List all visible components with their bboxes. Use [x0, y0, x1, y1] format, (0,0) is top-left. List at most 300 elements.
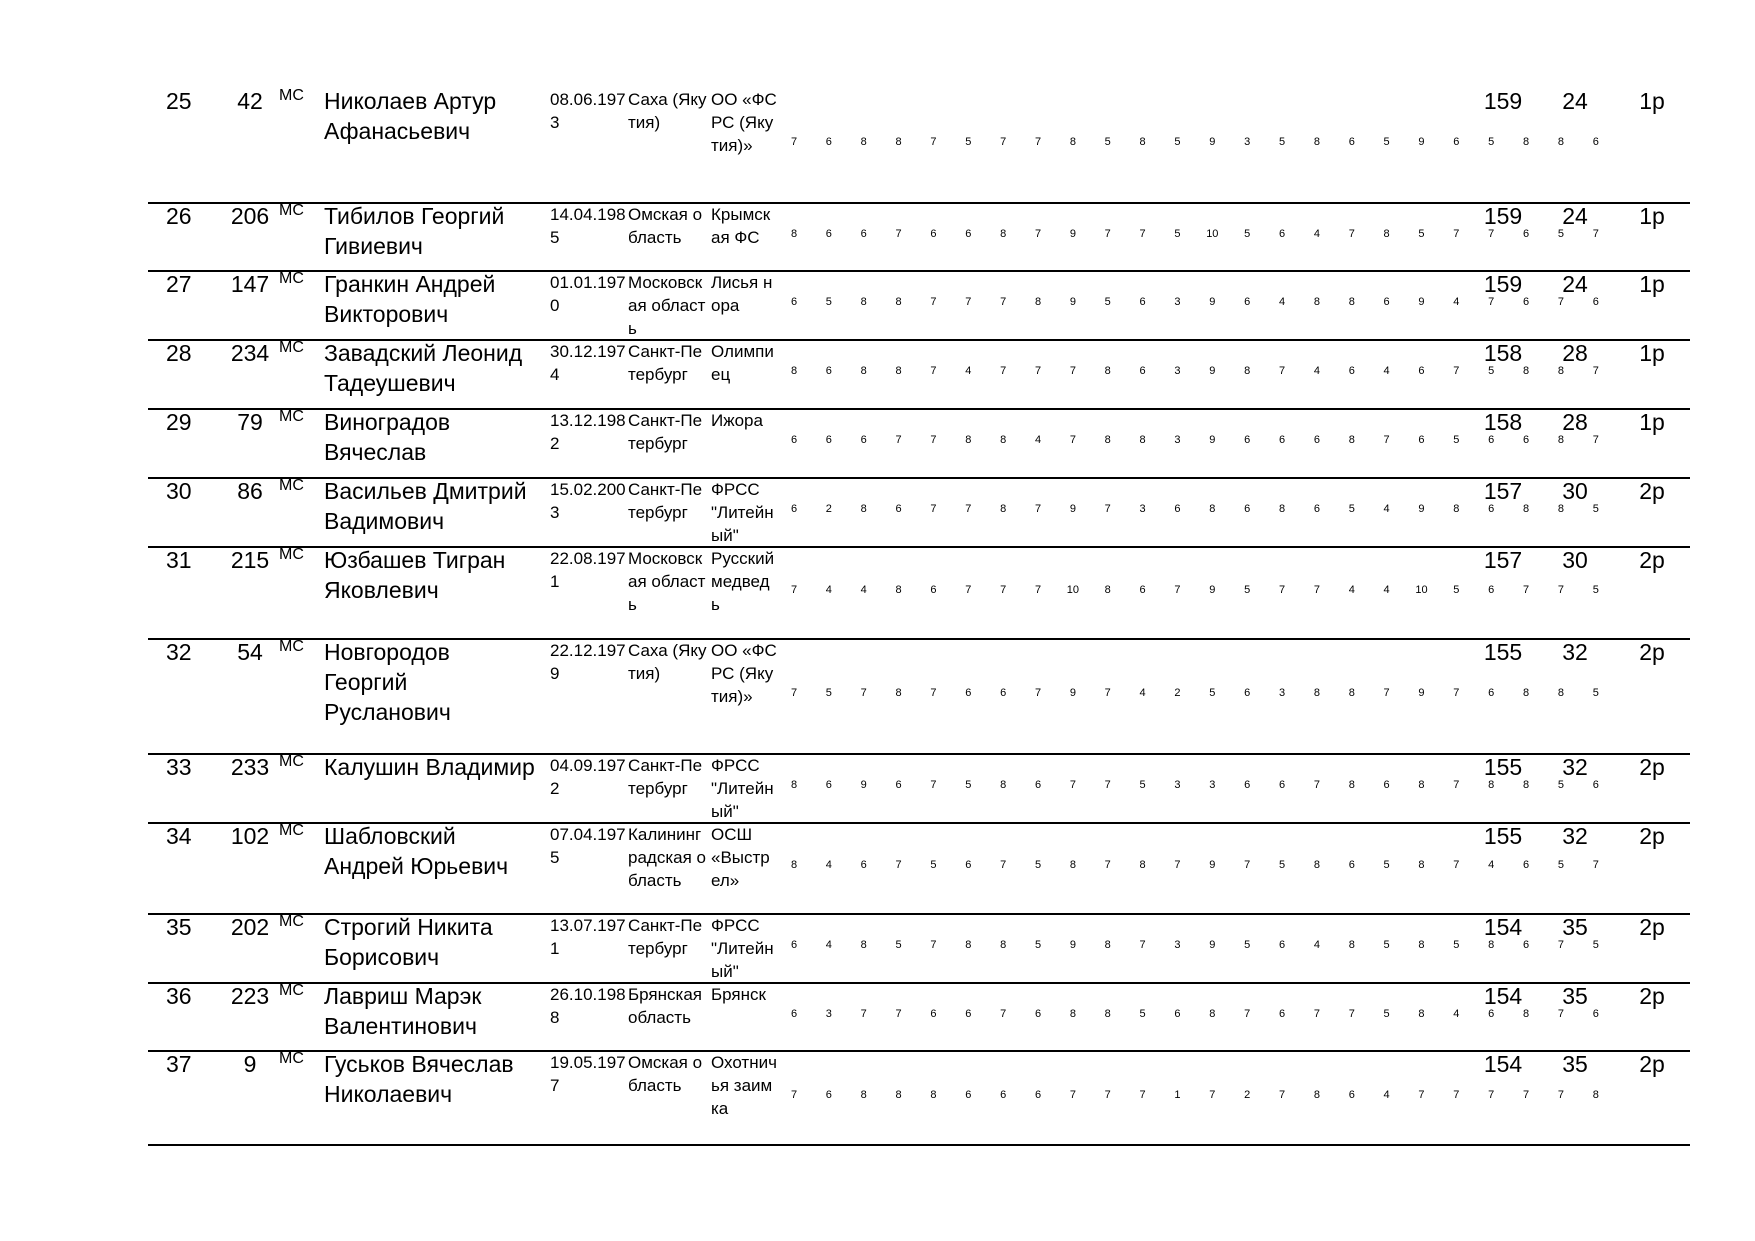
series-score: 8 [1348, 687, 1355, 699]
series-score: 7 [790, 584, 798, 596]
bib-number: 147 [230, 271, 270, 297]
series-score: 7 [1592, 434, 1599, 446]
series-score: 8 [1418, 779, 1425, 791]
series-score: 8 [1104, 1008, 1111, 1020]
series-scores [784, 136, 1606, 148]
series-score: 4 [1034, 434, 1042, 446]
athlete-name: Калушин Владимир [324, 754, 535, 780]
series-score: 8 [1244, 365, 1251, 377]
sport-rank: МС [279, 546, 304, 563]
series-score: 6 [1453, 136, 1460, 148]
series-score: 6 [825, 136, 832, 148]
series-score: 6 [965, 687, 972, 699]
final-place: 24 [1562, 203, 1588, 229]
series-score: 8 [790, 365, 798, 377]
series-score: 7 [1209, 1089, 1216, 1101]
place-number: 29 [166, 409, 192, 435]
series-score: 5 [1557, 228, 1564, 240]
series-score: 7 [1453, 365, 1460, 377]
series-score: 5 [930, 859, 937, 871]
bib-number: 86 [237, 478, 263, 504]
series-score: 9 [1209, 584, 1216, 596]
series-score: 7 [895, 228, 902, 240]
series-score: 7 [1278, 365, 1286, 377]
total-score: 158 [1483, 340, 1523, 366]
series-score: 6 [825, 434, 832, 446]
club: ФРСС "Литейный" [711, 480, 774, 545]
place-number: 27 [166, 271, 192, 297]
series-score: 6 [1488, 1008, 1495, 1020]
series-score: 7 [1592, 228, 1599, 240]
club: Охотничья заимка [711, 1053, 777, 1118]
series-score: 3 [1174, 296, 1181, 308]
series-score: 6 [1034, 1008, 1042, 1020]
series-score: 8 [1104, 434, 1111, 446]
final-place: 28 [1562, 340, 1588, 366]
series-score: 6 [965, 228, 972, 240]
series-score: 6 [1000, 1089, 1007, 1101]
series-score: 4 [965, 365, 972, 377]
series-score: 8 [1034, 296, 1042, 308]
athlete-name: Тибилов Георгий Гивиевич [324, 203, 505, 259]
series-score: 8 [1000, 939, 1007, 951]
series-score: 9 [1418, 136, 1425, 148]
club: Лисья нора [711, 273, 773, 315]
series-score: 6 [1139, 584, 1146, 596]
series-score: 5 [1174, 136, 1181, 148]
series-score: 5 [1592, 939, 1599, 951]
series-score: 8 [1557, 687, 1564, 699]
series-score: 6 [1000, 687, 1007, 699]
bib-number: 102 [230, 823, 270, 849]
series-score: 6 [1244, 687, 1251, 699]
series-score: 2 [1244, 1089, 1251, 1101]
place-number: 26 [166, 203, 192, 229]
final-place: 35 [1562, 1051, 1588, 1077]
series-score: 9 [1069, 939, 1076, 951]
series-score: 7 [930, 136, 937, 148]
series-score: 7 [965, 296, 972, 308]
series-score: 5 [895, 939, 902, 951]
total-score: 154 [1483, 914, 1523, 940]
series-score: 3 [1139, 503, 1146, 515]
bib-number: 223 [230, 983, 270, 1009]
total-score: 155 [1483, 754, 1523, 780]
athlete-name: Гуськов Вячеслав Николаевич [324, 1051, 514, 1107]
series-score: 5 [1453, 434, 1460, 446]
series-score: 8 [965, 939, 972, 951]
series-score: 8 [1488, 939, 1495, 951]
category: 2р [1639, 823, 1665, 849]
final-place: 30 [1562, 478, 1588, 504]
series-score: 6 [930, 584, 937, 596]
sport-rank: МС [279, 87, 304, 104]
series-score: 7 [930, 296, 937, 308]
sport-rank: МС [279, 913, 304, 930]
bib-number: 215 [230, 547, 270, 573]
total-score: 159 [1483, 203, 1523, 229]
series-score: 7 [1034, 228, 1042, 240]
athlete-name: Завадский Леонид Тадеушевич [324, 340, 523, 396]
series-score: 4 [1383, 503, 1390, 515]
series-score: 7 [1418, 1089, 1425, 1101]
series-score: 6 [790, 939, 798, 951]
place-number: 35 [166, 914, 192, 940]
club: ОСШ «Выстрел» [711, 825, 770, 890]
bib-number: 54 [237, 639, 263, 665]
sport-rank: МС [279, 477, 304, 494]
series-score: 6 [1522, 939, 1530, 951]
series-score: 4 [1139, 687, 1146, 699]
series-score: 7 [1453, 779, 1460, 791]
table-row [148, 983, 1690, 1052]
series-score: 7 [1174, 584, 1181, 596]
series-score: 6 [1278, 228, 1286, 240]
table-row [148, 639, 1690, 755]
category: 2р [1639, 914, 1665, 940]
series-score: 8 [1522, 365, 1530, 377]
series-scores [784, 859, 1606, 871]
series-score: 8 [895, 687, 902, 699]
series-score: 6 [895, 779, 902, 791]
series-score: 6 [1488, 503, 1495, 515]
birth-date: 15.02.2003 [550, 480, 626, 522]
series-scores [784, 1089, 1606, 1101]
series-score: 6 [1488, 584, 1495, 596]
place-number: 33 [166, 754, 192, 780]
series-score: 7 [1139, 1089, 1146, 1101]
series-score: 7 [1313, 584, 1320, 596]
series-score: 6 [1034, 779, 1042, 791]
series-score: 7 [860, 1008, 867, 1020]
series-score: 5 [1278, 136, 1286, 148]
series-score: 8 [1313, 859, 1320, 871]
series-score: 7 [790, 687, 798, 699]
final-place: 35 [1562, 914, 1588, 940]
series-score: 7 [1557, 1008, 1564, 1020]
series-score: 7 [790, 1089, 798, 1101]
series-score: 7 [1383, 434, 1390, 446]
series-score: 5 [965, 136, 972, 148]
category: 1р [1639, 271, 1665, 297]
series-score: 6 [1522, 434, 1530, 446]
series-score: 4 [1348, 584, 1355, 596]
series-score: 6 [930, 1008, 937, 1020]
total-score: 159 [1483, 271, 1523, 297]
table-row [148, 409, 1690, 479]
series-score: 5 [1209, 687, 1216, 699]
series-score: 8 [1313, 296, 1320, 308]
birth-date: 07.04.1975 [550, 825, 626, 867]
series-score: 5 [1244, 939, 1251, 951]
series-score: 9 [1418, 296, 1425, 308]
series-score: 7 [1000, 365, 1007, 377]
series-score: 9 [1209, 434, 1216, 446]
series-score: 8 [860, 939, 867, 951]
category: 1р [1639, 88, 1665, 114]
birth-date: 14.04.1985 [550, 205, 626, 247]
region: Санкт-Петербург [628, 480, 703, 522]
series-score: 6 [1244, 434, 1251, 446]
bib-number: 206 [230, 203, 270, 229]
series-score: 7 [1313, 779, 1320, 791]
series-score: 7 [1034, 365, 1042, 377]
series-score: 8 [1453, 503, 1460, 515]
series-score: 6 [930, 228, 937, 240]
series-score: 5 [1104, 296, 1111, 308]
series-score: 6 [1522, 228, 1530, 240]
series-score: 3 [1174, 434, 1181, 446]
series-score: 8 [1522, 1008, 1530, 1020]
series-score: 7 [1104, 503, 1111, 515]
series-score: 5 [1383, 939, 1390, 951]
series-score: 6 [1313, 503, 1320, 515]
series-score: 7 [1034, 584, 1042, 596]
table-row [148, 754, 1690, 824]
final-place: 32 [1562, 754, 1588, 780]
athlete-name: Виноградов Вячеслав [324, 409, 451, 465]
series-score: 8 [1418, 939, 1425, 951]
series-score: 3 [1174, 779, 1181, 791]
category: 1р [1639, 409, 1665, 435]
total-score: 155 [1483, 823, 1523, 849]
series-score: 7 [965, 503, 972, 515]
region: Московская область [628, 549, 706, 614]
series-score: 7 [1104, 228, 1111, 240]
series-score: 6 [1348, 365, 1355, 377]
series-score: 7 [1034, 687, 1042, 699]
series-score: 7 [1453, 859, 1460, 871]
series-score: 5 [1244, 228, 1251, 240]
series-score: 4 [1278, 296, 1286, 308]
region: Санкт-Петербург [628, 916, 703, 958]
series-score: 8 [1139, 434, 1146, 446]
table-row [148, 203, 1690, 272]
series-score: 6 [860, 859, 867, 871]
series-score: 7 [1104, 779, 1111, 791]
region: Омская область [628, 1053, 703, 1095]
place-number: 31 [166, 547, 192, 573]
table-row [148, 88, 1690, 204]
series-score: 7 [1104, 859, 1111, 871]
series-score: 4 [1383, 584, 1390, 596]
series-score: 6 [1313, 434, 1320, 446]
series-score: 6 [1174, 1008, 1181, 1020]
place-number: 28 [166, 340, 192, 366]
series-score: 4 [1313, 228, 1320, 240]
series-score: 4 [1453, 1008, 1460, 1020]
category: 2р [1639, 983, 1665, 1009]
series-score: 9 [860, 779, 867, 791]
series-score: 4 [1488, 859, 1495, 871]
series-score: 9 [1418, 687, 1425, 699]
series-score: 6 [1592, 136, 1599, 148]
athlete-name: Гранкин Андрей Викторович [324, 271, 496, 327]
series-score: 8 [1418, 859, 1425, 871]
series-score: 8 [965, 434, 972, 446]
bib-number: 233 [230, 754, 270, 780]
series-score: 8 [790, 228, 798, 240]
region: Санкт-Петербург [628, 342, 703, 384]
region: Саха (Якутия) [628, 641, 707, 683]
series-score: 7 [1000, 136, 1007, 148]
series-score: 3 [1244, 136, 1251, 148]
series-score: 5 [1139, 779, 1146, 791]
series-score: 8 [1522, 687, 1530, 699]
series-score: 9 [1209, 136, 1216, 148]
series-score: 7 [1557, 939, 1564, 951]
series-score: 9 [1418, 503, 1425, 515]
birth-date: 08.06.1973 [550, 90, 626, 132]
series-score: 9 [1209, 365, 1216, 377]
series-score: 6 [1383, 296, 1390, 308]
series-score: 4 [860, 584, 867, 596]
sport-rank: МС [279, 202, 304, 219]
series-score: 8 [1557, 503, 1564, 515]
sport-rank: МС [279, 270, 304, 287]
series-score: 5 [825, 687, 832, 699]
series-score: 5 [1034, 939, 1042, 951]
series-score: 7 [930, 779, 937, 791]
series-score: 8 [895, 136, 902, 148]
series-score: 7 [930, 687, 937, 699]
series-score: 4 [1313, 365, 1320, 377]
series-score: 6 [1348, 136, 1355, 148]
total-score: 154 [1483, 983, 1523, 1009]
birth-date: 26.10.1988 [550, 985, 626, 1027]
series-score: 7 [1174, 859, 1181, 871]
series-score: 8 [1278, 503, 1286, 515]
series-score: 7 [930, 365, 937, 377]
series-score: 7 [1557, 1089, 1564, 1101]
birth-date: 19.05.1977 [550, 1053, 626, 1095]
region: Московская область [628, 273, 706, 338]
series-score: 8 [1348, 779, 1355, 791]
series-score: 3 [1174, 939, 1181, 951]
place-number: 25 [166, 88, 192, 114]
category: 2р [1639, 547, 1665, 573]
athlete-name: Новгородов Георгий Русланович [324, 639, 451, 725]
series-score: 5 [1557, 779, 1564, 791]
series-score: 6 [790, 434, 798, 446]
series-score: 4 [1313, 939, 1320, 951]
series-score: 7 [1592, 365, 1599, 377]
series-score: 4 [1453, 296, 1460, 308]
birth-date: 04.09.1972 [550, 756, 626, 798]
category: 2р [1639, 754, 1665, 780]
series-score: 6 [825, 1089, 832, 1101]
series-score: 7 [1348, 1008, 1355, 1020]
bib-number: 234 [230, 340, 270, 366]
series-score: 8 [1313, 1089, 1320, 1101]
total-score: 154 [1483, 1051, 1523, 1077]
series-score: 6 [1522, 859, 1530, 871]
series-score: 3 [1209, 779, 1216, 791]
series-score: 7 [1069, 779, 1076, 791]
series-score: 8 [1557, 136, 1564, 148]
series-score: 6 [790, 1008, 798, 1020]
series-score: 6 [1244, 296, 1251, 308]
series-score: 2 [1174, 687, 1181, 699]
series-score: 5 [1139, 1008, 1146, 1020]
club: ФРСС "Литейный" [711, 916, 774, 981]
series-score: 7 [1453, 687, 1460, 699]
total-score: 159 [1483, 88, 1523, 114]
series-score: 10 [1415, 584, 1428, 596]
series-score: 6 [965, 859, 972, 871]
athlete-name: Строгий Никита Борисович [324, 914, 493, 970]
series-score: 9 [1209, 296, 1216, 308]
final-place: 24 [1562, 271, 1588, 297]
series-score: 7 [930, 503, 937, 515]
series-score: 7 [1278, 1089, 1286, 1101]
series-score: 6 [965, 1008, 972, 1020]
series-score: 6 [1139, 365, 1146, 377]
series-score: 7 [1453, 1089, 1460, 1101]
series-score: 8 [1104, 365, 1111, 377]
series-score: 8 [1104, 584, 1111, 596]
series-score: 8 [860, 136, 867, 148]
series-score: 7 [1104, 687, 1111, 699]
series-score: 8 [1000, 503, 1007, 515]
sport-rank: МС [279, 982, 304, 999]
series-score: 7 [1522, 584, 1530, 596]
region: Брянская область [628, 985, 702, 1027]
series-score: 6 [1348, 1089, 1355, 1101]
total-score: 157 [1483, 547, 1523, 573]
series-score: 6 [1592, 1008, 1599, 1020]
series-score: 7 [1034, 503, 1042, 515]
series-score: 5 [1488, 136, 1495, 148]
series-score: 8 [1348, 296, 1355, 308]
series-score: 8 [860, 296, 867, 308]
series-score: 7 [860, 687, 867, 699]
series-score: 8 [1522, 779, 1530, 791]
series-score: 8 [895, 584, 902, 596]
series-score: 6 [1522, 296, 1530, 308]
series-score: 6 [1244, 503, 1251, 515]
series-score: 6 [1278, 939, 1286, 951]
final-place: 35 [1562, 983, 1588, 1009]
total-score: 157 [1483, 478, 1523, 504]
series-score: 6 [825, 228, 832, 240]
series-score: 7 [1453, 228, 1460, 240]
series-score: 6 [1174, 503, 1181, 515]
table-row [148, 1051, 1690, 1146]
category: 2р [1639, 478, 1665, 504]
series-score: 7 [1278, 584, 1286, 596]
series-score: 8 [860, 365, 867, 377]
series-score: 7 [1488, 228, 1495, 240]
series-score: 7 [1488, 296, 1495, 308]
series-score: 7 [1557, 296, 1564, 308]
series-score: 6 [965, 1089, 972, 1101]
athlete-name: Юзбашев Тигран Яковлевич [324, 547, 506, 603]
series-score: 3 [825, 1008, 832, 1020]
series-score: 9 [1209, 859, 1216, 871]
athlete-name: Шабловский Андрей Юрьевич [324, 823, 509, 879]
sport-rank: МС [279, 408, 304, 425]
series-score: 6 [860, 228, 867, 240]
series-score: 9 [1069, 503, 1076, 515]
series-score: 8 [1522, 503, 1530, 515]
series-score: 5 [1488, 365, 1495, 377]
series-score: 5 [1278, 859, 1286, 871]
category: 1р [1639, 340, 1665, 366]
series-score: 7 [1488, 1089, 1495, 1101]
club: Олимпиец [711, 342, 774, 384]
series-score: 8 [1000, 228, 1007, 240]
